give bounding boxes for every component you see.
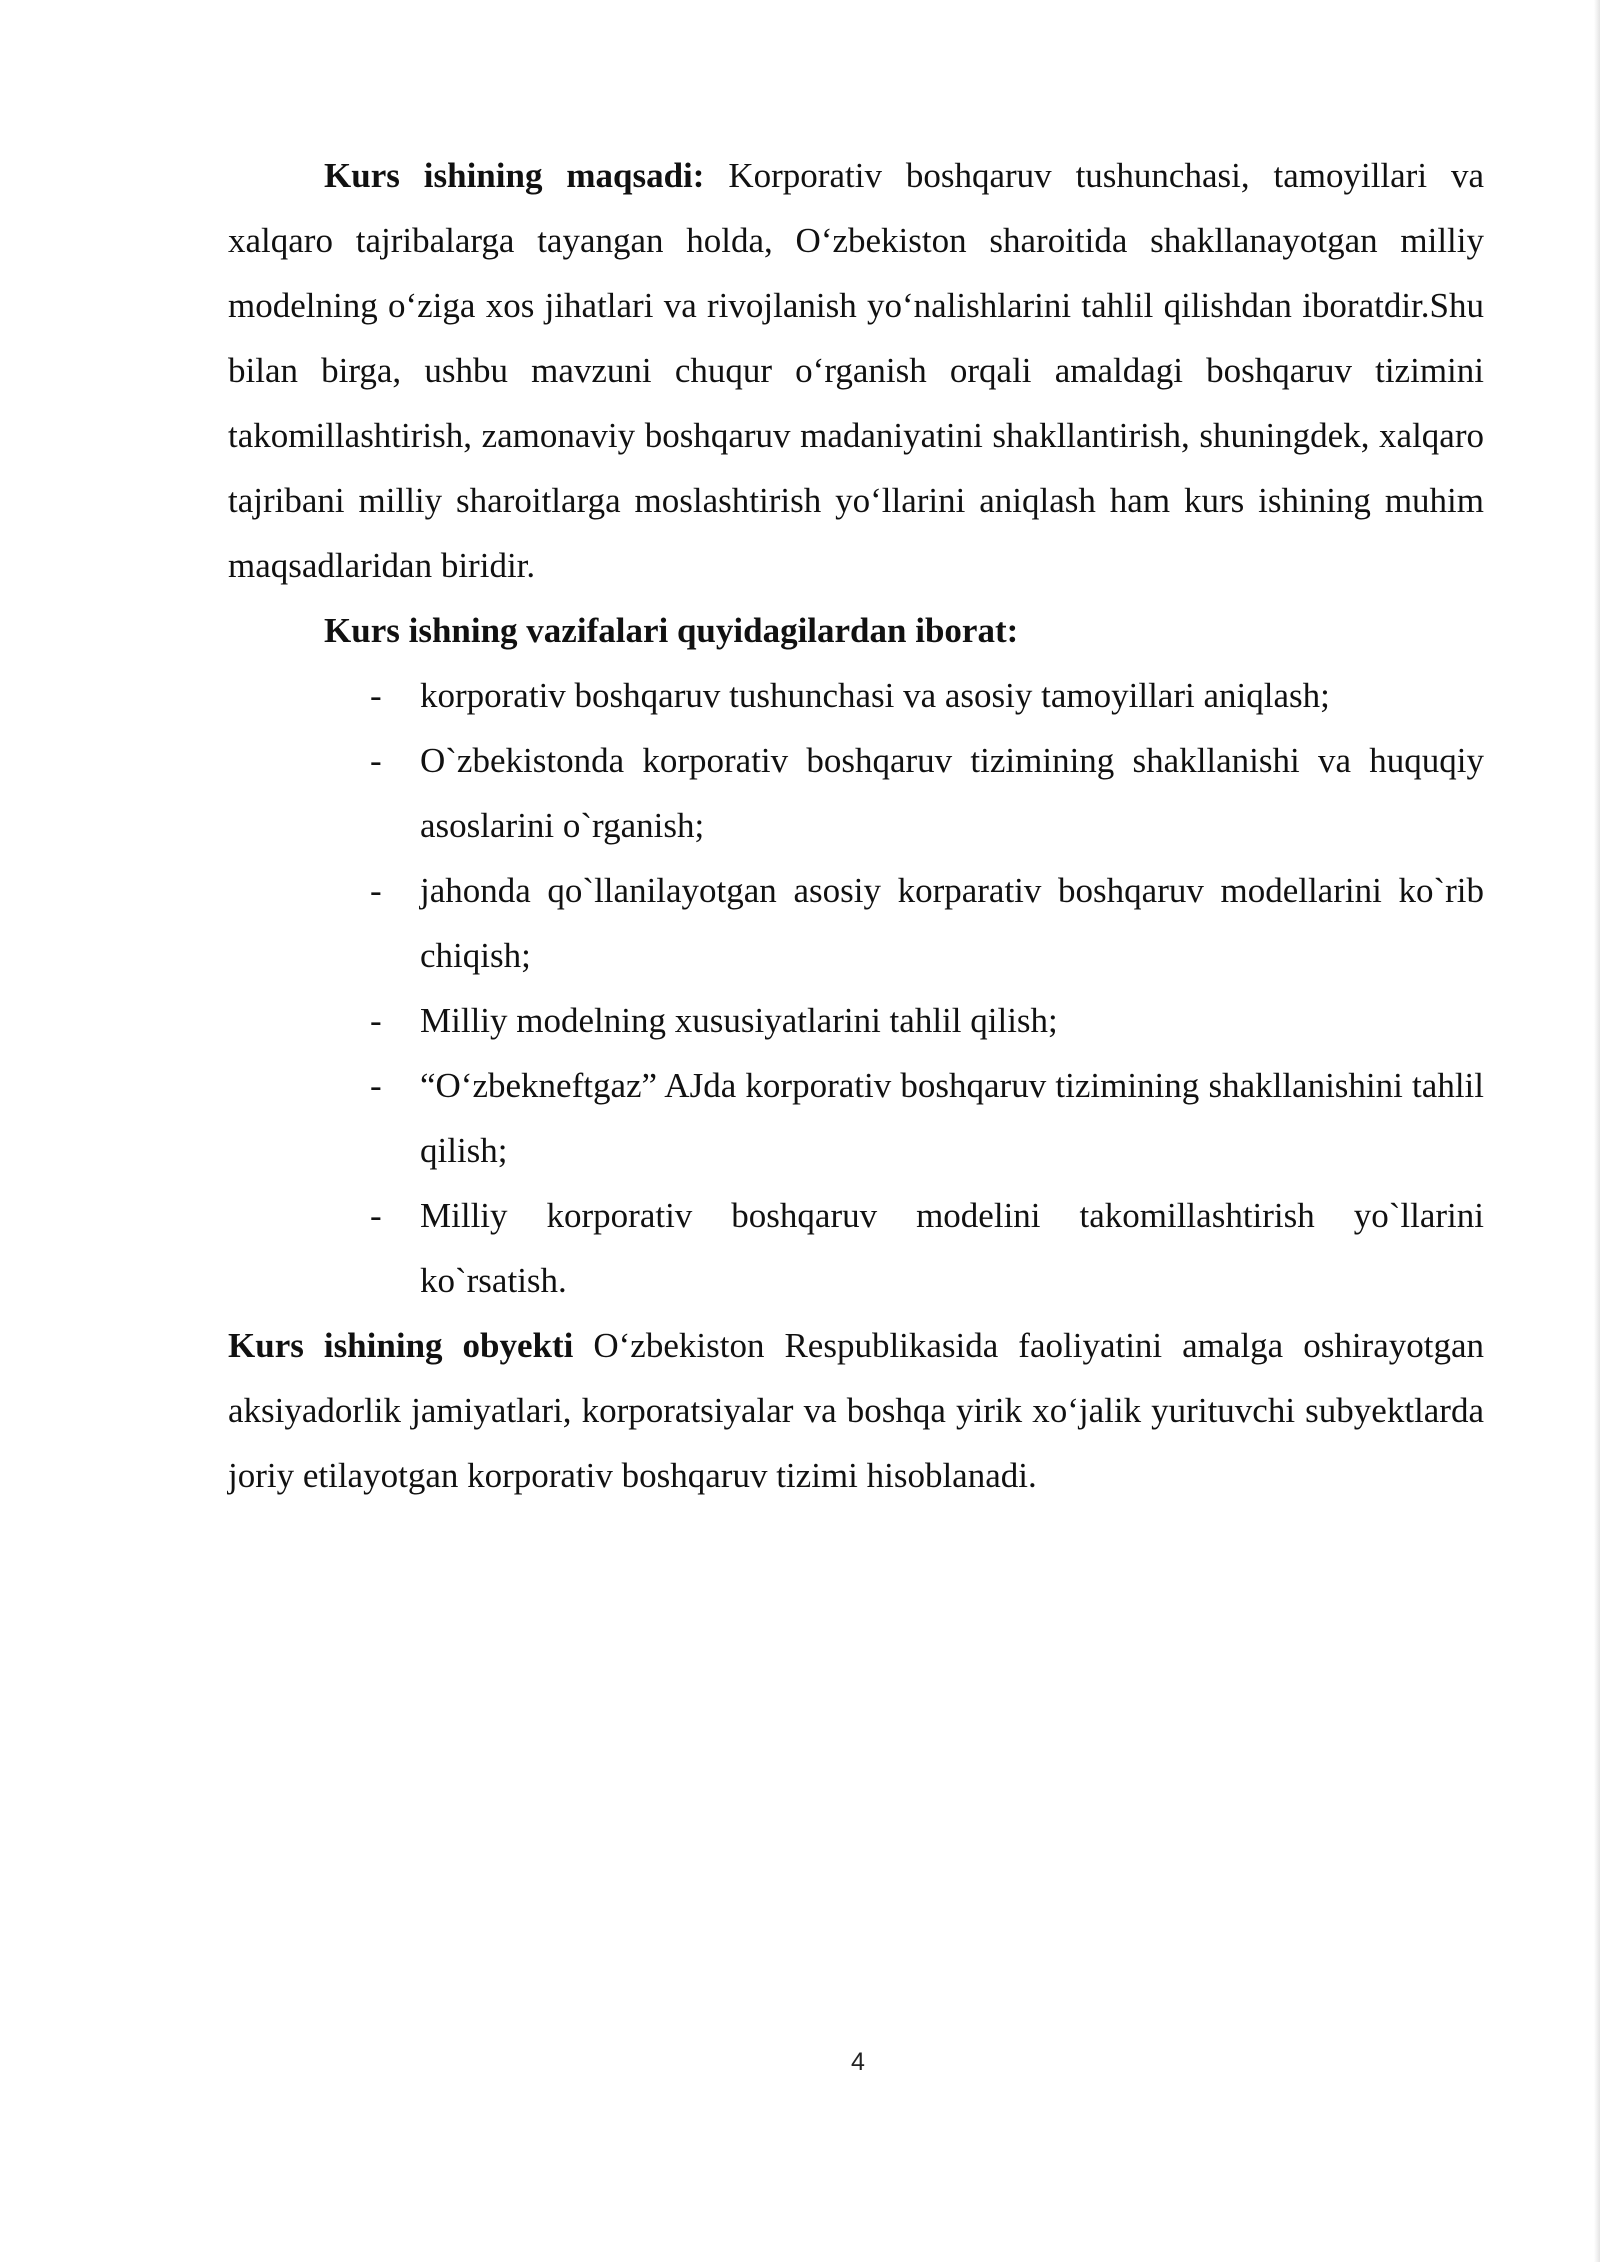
list-item — [228, 663, 1484, 728]
tasks-list — [228, 663, 1484, 1313]
dash-bullet: - — [370, 871, 382, 910]
dash-bullet: - — [370, 1001, 382, 1040]
list-item-text: korporativ boshqaruv tushunchasi va asosiy tamoyillari aniqlash; — [420, 676, 1330, 715]
dash-bullet: - — [370, 676, 382, 715]
object-text: O‘zbekiston Respublikasida faoliyatini amalga oshirayotgan aksiyadorlik jamiyatlari, korporatsiyalar va boshqa yirik xo‘jalik yurituvchi subyektlarda joriy etilayotgan korporativ boshqaruv tizimi hisoblanadi. — [228, 1326, 1484, 1495]
list-item — [228, 858, 1484, 988]
list-item-text: Milliy modelning xususiyatlarini tahlil qilish; — [420, 1001, 1058, 1040]
list-item-text: jahonda qo`llanilayotgan asosiy korparativ boshqaruv modellarini ko`rib chiqish; — [420, 871, 1484, 975]
page-edge-shadow — [1594, 0, 1600, 2262]
tasks-heading: Kurs ishning vazifalari quyidagilardan iborat: — [324, 611, 1019, 650]
list-item — [228, 728, 1484, 858]
goal-text: Korporativ boshqaruv tushunchasi, tamoyillari va xalqaro tajribalarga tayangan holda, O‘zbekiston sharoitida shakllanayotgan milliy modelning o‘ziga xos jihatlari va rivojlanish yo‘nalishlarini tahlil qilishdan iboratdir.Shu bilan birga, ushbu mavzuni chuqur o‘rganish orqali amaldagi boshqaruv tizimini takomillashtirish, zamonaviy boshqaruv madaniyatini shakllantirish, shuningdek, xalqaro tajribani milliy sharoitlarga moslashtirish yo‘llarini aniqlash ham kurs ishining muhim maqsadlaridan biridir. — [228, 156, 1485, 585]
list-item-text: O`zbekistonda korporativ boshqaruv tizimining shakllanishi va huquqiy asoslarini o`rganish; — [420, 741, 1484, 845]
list-item — [228, 988, 1484, 1053]
dash-bullet: - — [370, 741, 382, 780]
list-item-text: Milliy korporativ boshqaruv modelini takomillashtirish yo`llarini ko`rsatish. — [420, 1196, 1484, 1300]
goal-label: Kurs ishining maqsadi: — [324, 156, 705, 195]
document-body — [228, 143, 1484, 1508]
list-item — [228, 1053, 1484, 1183]
list-item-text: “O‘zbekneftgaz” AJda korporativ boshqaruv tizimining shakllanishini tahlil qilish; — [420, 1066, 1484, 1170]
object-paragraph — [228, 1313, 1484, 1508]
object-label: Kurs ishining obyekti — [228, 1326, 574, 1365]
page-number: 4 — [851, 2048, 865, 2076]
dash-bullet: - — [370, 1066, 382, 1105]
list-item — [228, 1183, 1484, 1313]
dash-bullet: - — [370, 1196, 382, 1235]
goal-paragraph — [228, 143, 1484, 598]
